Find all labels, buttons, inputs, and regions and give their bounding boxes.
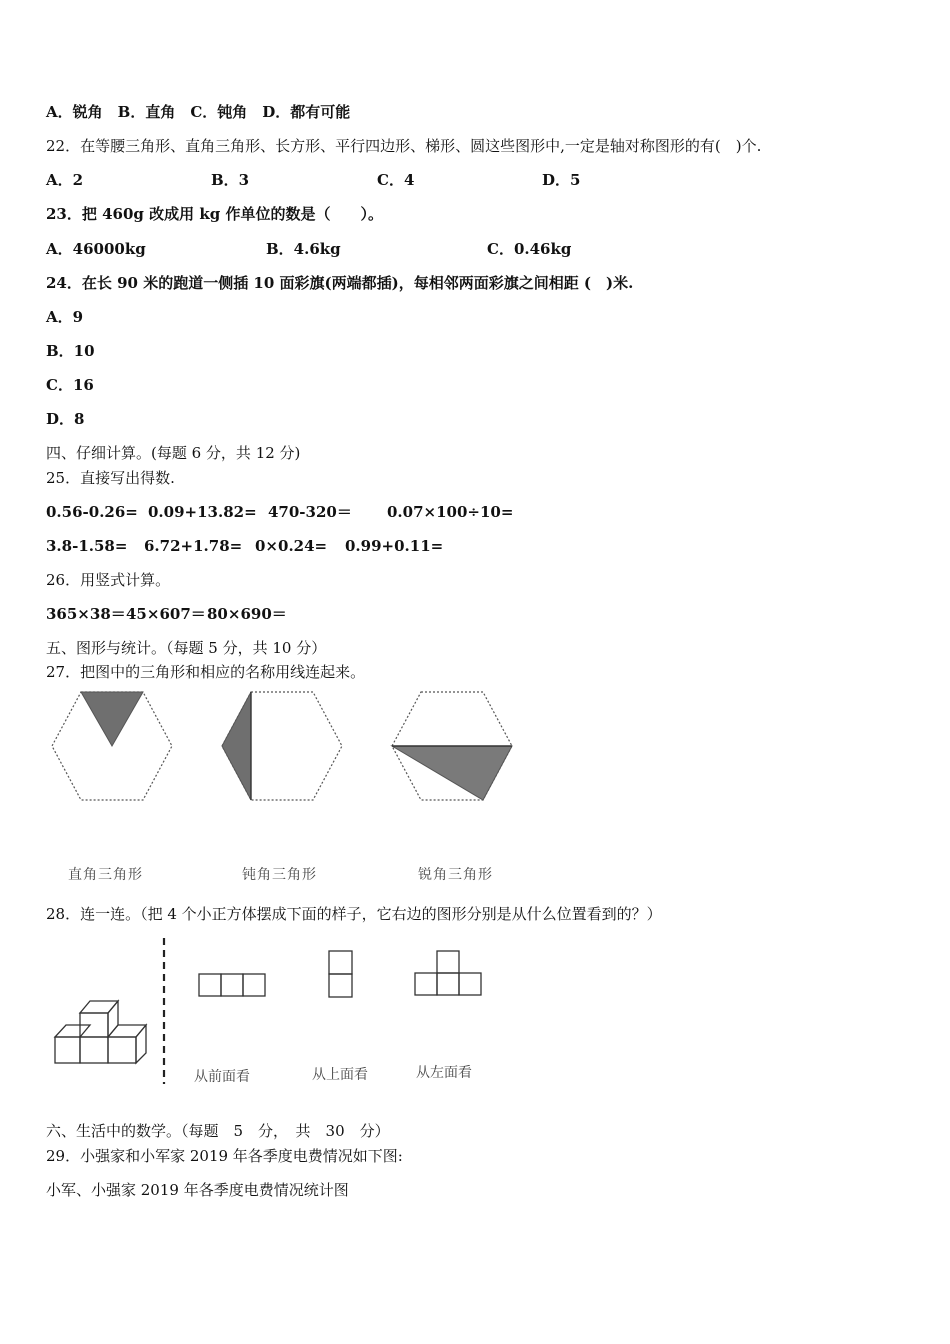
section-6-title: 六、生活中的数学。（每题 5 分， 共 30 分） <box>46 1122 390 1140</box>
q28-top-view <box>328 950 354 998</box>
q28-label-left: 从左面看 <box>416 1065 472 1081</box>
q28-stem: 28．连一连。（把 4 个小正方体摆成下面的样子，它右边的图形分别是从什么位置看到的？） <box>46 905 662 923</box>
q28-left-view <box>414 950 482 996</box>
q28-cube-stack <box>52 995 152 1067</box>
q21-options: A．锐角 B．直角 C．钝角 D．都有可能 <box>46 103 351 121</box>
q27-hexagon-right <box>220 690 344 802</box>
q25-item: 0.99+0.11= <box>345 537 444 555</box>
q22-option-d: D．5 <box>542 171 581 189</box>
q27-label-acute-triangle: 锐角三角形 <box>418 867 493 883</box>
q25-item: 0×0.24= <box>255 537 328 555</box>
q29-chart-title: 小军、小强家 2019 年各季度电费情况统计图 <box>46 1181 349 1199</box>
q25-stem: 25．直接写出得数. <box>46 469 175 487</box>
q24-option-b: B．10 <box>46 342 95 360</box>
q23-option-c: C．0.46kg <box>487 240 572 258</box>
q23-option-b: B．4.6kg <box>266 240 341 258</box>
q29-stem: 29．小强家和小军家 2019 年各季度电费情况如下图: <box>46 1147 403 1165</box>
q26-item: 365×38＝ <box>46 605 126 623</box>
q27-hexagon-acute <box>50 690 174 802</box>
q22-option-a: A．2 <box>46 171 84 189</box>
q26-item: 80×690＝ <box>207 605 287 623</box>
q27-label-obtuse-triangle: 钝角三角形 <box>242 867 317 883</box>
q25-item: 3.8-1.58= <box>46 537 128 555</box>
q27-label-right-triangle: 直角三角形 <box>68 867 143 883</box>
q28-label-top: 从上面看 <box>312 1067 368 1083</box>
q22-option-c: C．4 <box>377 171 415 189</box>
q28-label-front: 从前面看 <box>194 1069 250 1085</box>
q22-option-b: B．3 <box>211 171 250 189</box>
section-5-title: 五、图形与统计。（每题 5 分，共 10 分） <box>46 639 327 657</box>
q23-stem: 23．把 460g 改成用 kg 作单位的数是（ ）。 <box>46 205 383 223</box>
q23-option-a: A．46000kg <box>46 240 146 258</box>
q24-option-d: D．8 <box>46 410 85 428</box>
q24-option-a: A．9 <box>46 308 84 326</box>
q26-stem: 26．用竖式计算。 <box>46 571 171 589</box>
q25-item: 0.07×100÷10= <box>387 503 514 521</box>
q27-hexagon-obtuse <box>390 690 514 802</box>
q26-item: 45×607＝ <box>126 605 206 623</box>
q22-stem: 22．在等腰三角形、直角三角形、长方形、平行四边形、梯形、圆这些图形中,一定是轴对称图形的有( )个. <box>46 137 762 155</box>
q27-stem: 27．把图中的三角形和相应的名称用线连起来。 <box>46 663 366 681</box>
q25-item: 470-320＝ <box>268 503 352 521</box>
q28-divider-dashed <box>160 938 168 1084</box>
q24-stem: 24．在长 90 米的跑道一侧插 10 面彩旗(两端都插)，每相邻两面彩旗之间相距 ( )米. <box>46 274 634 292</box>
section-4-title: 四、仔细计算。(每题 6 分，共 12 分) <box>46 444 301 462</box>
q25-item: 0.56-0.26= <box>46 503 138 521</box>
q28-front-view <box>198 973 266 997</box>
q25-item: 0.09+13.82= <box>148 503 257 521</box>
q24-option-c: C．16 <box>46 376 94 394</box>
q25-item: 6.72+1.78= <box>144 537 243 555</box>
